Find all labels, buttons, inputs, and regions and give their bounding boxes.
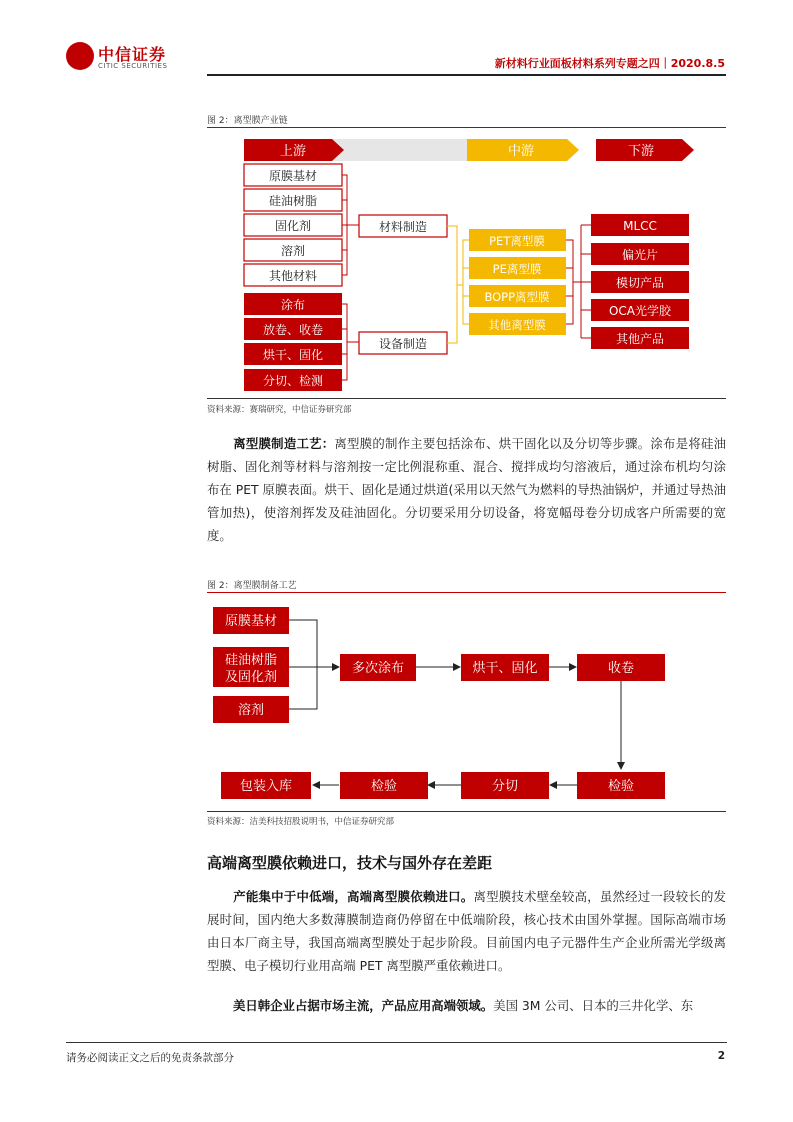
equipment-label: 放卷、收卷	[262, 323, 324, 337]
input-label: 及固化剂	[224, 670, 278, 685]
downstream-connectors	[566, 225, 591, 338]
material-mfg-label: 材料制造	[378, 220, 428, 234]
step-winding-label: 收卷	[607, 661, 635, 676]
film-label: BOPP离型膜	[484, 290, 550, 304]
flow-arrows	[313, 667, 621, 785]
film-label: PET离型膜	[489, 234, 545, 248]
figure2-title: 图 2：离型膜制备工艺	[207, 581, 297, 591]
section-title: 高端离型膜依赖进口，技术与国外存在差距	[207, 854, 493, 872]
input-label: 原膜基材	[224, 614, 278, 629]
page-number: 2	[717, 1050, 725, 1062]
raw-material-label: 硅油树脂	[268, 194, 318, 208]
film-label: PE离型膜	[492, 262, 542, 276]
logo-name-cn: 中信证券	[98, 45, 167, 64]
figure2-top-rule	[207, 592, 726, 593]
footer-disclaimer: 请务必阅读正文之后的免责条款部分	[66, 1052, 234, 1064]
step-drying-label: 烘干、固化	[472, 661, 538, 676]
report-title: 新材料行业面板材料系列专题之四｜2020.8.5	[494, 57, 725, 70]
paragraph-market-body: 美国 3M 公司、日本的三井化学、东	[493, 998, 694, 1013]
step-packing-label: 包装入库	[239, 779, 293, 794]
footer-divider	[66, 1042, 727, 1043]
stage-midstream-label: 中游	[507, 144, 535, 159]
raw-material-label: 固化剂	[274, 219, 312, 233]
stage-upstream-label: 上游	[279, 144, 307, 159]
application-label: MLCC	[623, 219, 657, 233]
step-inspect2-label: 检验	[370, 779, 398, 794]
raw-material-label: 其他材料	[268, 269, 318, 283]
midstream-connectors	[447, 226, 469, 343]
equipment-label: 涂布	[280, 298, 306, 312]
application-label: 偏光片	[621, 248, 659, 262]
industry-chain-diagram	[207, 130, 727, 398]
paragraph-capacity-lead: 产能集中于中低端，高端离型膜依赖进口。	[233, 889, 474, 904]
raw-material-label: 原膜基材	[268, 169, 318, 183]
logo-name-en: CITIC SECURITIES	[98, 62, 168, 70]
application-label: 其他产品	[615, 332, 665, 346]
figure1-bottom-rule	[207, 398, 726, 399]
paragraph-process-lead: 离型膜制造工艺：	[233, 436, 335, 451]
film-label: 其他离型膜	[488, 318, 546, 332]
paragraph-capacity-body: 离型膜技术壁垒较高，虽然经过一段较长的发展时间，国内绝大多数薄膜制造商仍停留在中低端阶段，核心技术由国外掌握。国际高端市场由日本厂商主导，我国高端离型膜处于起步阶段。目前国内电子元器件生产企业所需光学级离型膜、电子模切行业用高端 PET 离型膜严重依赖进口。	[207, 889, 727, 973]
raw-material-label: 溶剂	[280, 244, 306, 258]
figure2-source: 资料来源：洁美科技招股说明书，中信证券研究部	[207, 817, 395, 827]
upstream-connectors	[342, 175, 359, 380]
figure2-bottom-rule	[207, 811, 726, 812]
figure1-title: 图 2：离型膜产业链	[207, 116, 288, 126]
header-divider	[207, 74, 726, 76]
paragraph-market	[207, 994, 726, 1017]
citic-logo-icon	[66, 42, 94, 70]
application-label: 模切产品	[615, 276, 665, 290]
equipment-label: 烘干、固化	[262, 348, 324, 362]
step-slitting-label: 分切	[491, 779, 519, 794]
step-inspect1-label: 检验	[607, 779, 635, 794]
equipment-mfg-label: 设备制造	[378, 337, 428, 351]
input-connectors	[289, 620, 339, 709]
paragraph-process-body: 离型膜的制作主要包括涂布、烘干固化以及分切等步骤。涂布是将硅油树脂、固化剂等材料与溶剂按一定比例混称重、混合、搅拌成均匀溶液后，通过涂布机均匀涂布在 PET 原膜表面。烘干、固化是通过烘道(采用以天然气为燃料的导热油锅炉，并通过导热油管加热)，使溶剂挥发及硅油固化。分切要采用分切设备，将宽幅母卷分切成客户所需要的宽度。	[207, 436, 727, 543]
stage-downstream-label: 下游	[627, 144, 655, 159]
process-flow-diagram	[207, 596, 727, 812]
paragraph-capacity	[207, 885, 726, 977]
paragraph-process	[207, 432, 726, 547]
input-label: 硅油树脂	[224, 653, 278, 668]
equipment-label: 分切、检测	[262, 374, 324, 388]
figure1-top-rule	[207, 127, 726, 128]
application-label: OCA光学胶	[608, 304, 672, 318]
input-label: 溶剂	[237, 703, 265, 718]
paragraph-market-lead: 美日韩企业占据市场主流，产品应用高端领域。	[233, 998, 494, 1013]
step-coating-label: 多次涂布	[351, 661, 405, 676]
figure1-source: 资料来源：赛瑞研究，中信证券研究部	[207, 405, 352, 415]
